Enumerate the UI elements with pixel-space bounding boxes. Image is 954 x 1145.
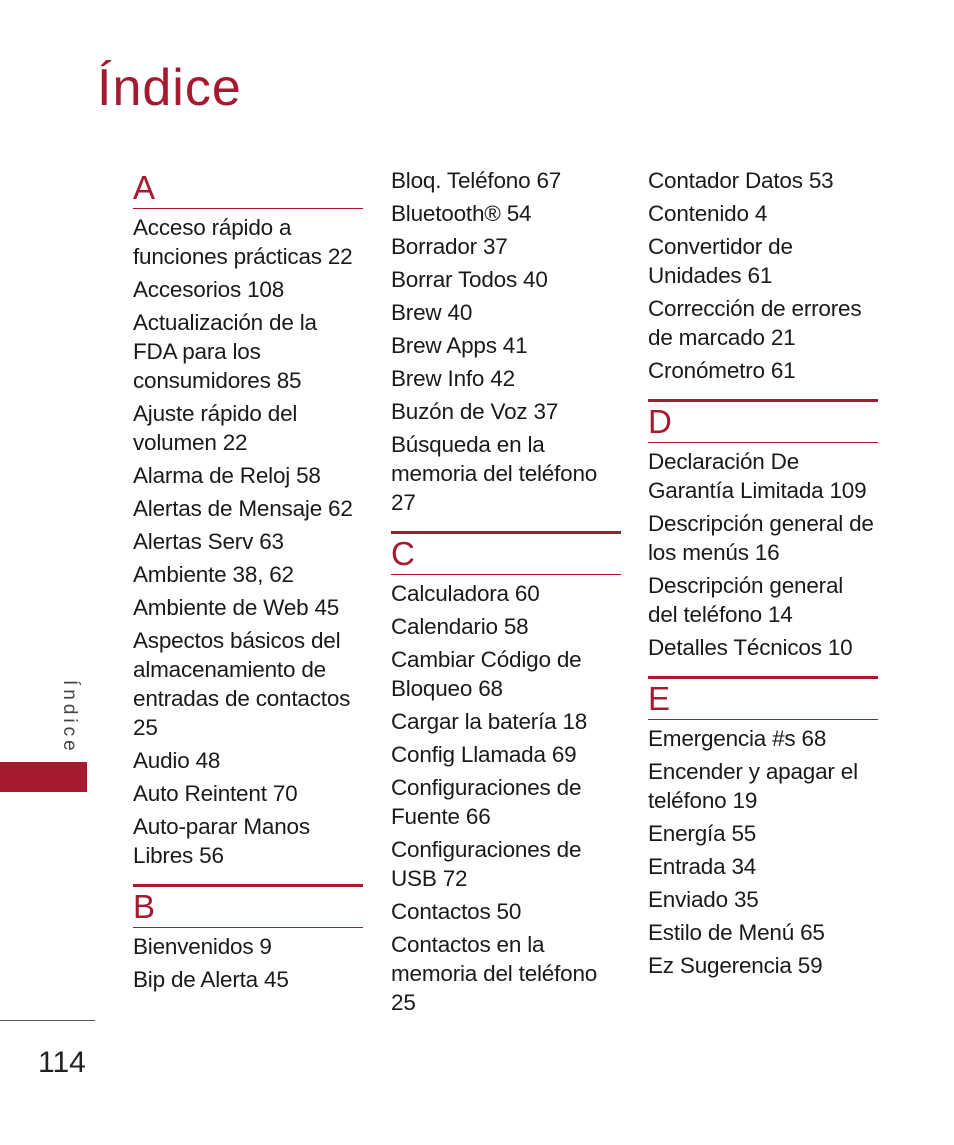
index-entry-list bbox=[648, 166, 878, 385]
page-number: 114 bbox=[38, 1046, 86, 1079]
section-letter: A bbox=[133, 168, 363, 209]
index-entry: Borrar Todos 40 bbox=[391, 267, 548, 292]
index-entry: Enviado 35 bbox=[648, 887, 759, 912]
index-column-1 bbox=[133, 168, 363, 994]
index-entry: Cambiar Código de Bloqueo 68 bbox=[391, 647, 582, 701]
index-entry-list bbox=[648, 447, 878, 662]
index-entry: Bip de Alerta 45 bbox=[133, 967, 289, 992]
section-letter: E bbox=[648, 679, 878, 720]
index-entry: Acceso rápido a funciones prácticas 22 bbox=[133, 215, 353, 269]
index-entry: Aspectos básicos del almacenamiento de entradas de contactos 25 bbox=[133, 628, 351, 740]
index-section bbox=[133, 168, 363, 870]
index-entry: Calculadora 60 bbox=[391, 581, 540, 606]
page-title: Índice bbox=[97, 59, 242, 117]
index-entry: Contenido 4 bbox=[648, 201, 768, 226]
index-entry: Audio 48 bbox=[133, 748, 221, 773]
index-entry: Alertas Serv 63 bbox=[133, 529, 284, 554]
index-entry-list bbox=[133, 213, 363, 870]
index-entry: Emergencia #s 68 bbox=[648, 726, 827, 751]
index-entry: Bienvenidos 9 bbox=[133, 934, 272, 959]
index-entry: Brew 40 bbox=[391, 300, 473, 325]
index-entry: Borrador 37 bbox=[391, 234, 508, 259]
index-entry: Entrada 34 bbox=[648, 854, 757, 879]
index-entry: Corrección de errores de marcado 21 bbox=[648, 296, 862, 350]
index-entry: Brew Info 42 bbox=[391, 366, 515, 391]
index-entry: Contactos 50 bbox=[391, 899, 522, 924]
index-entry: Ajuste rápido del volumen 22 bbox=[133, 401, 298, 455]
side-section-label: Índice bbox=[59, 680, 80, 755]
index-entry-list bbox=[648, 724, 878, 980]
index-entry: Brew Apps 41 bbox=[391, 333, 528, 358]
index-entry: Configuraciones de USB 72 bbox=[391, 837, 582, 891]
index-entry: Detalles Técnicos 10 bbox=[648, 635, 853, 660]
index-section bbox=[648, 166, 878, 385]
index-entry: Ez Sugerencia 59 bbox=[648, 953, 823, 978]
index-section bbox=[648, 676, 878, 980]
index-entry: Búsqueda en la memoria del teléfono 27 bbox=[391, 432, 598, 515]
index-entry: Cargar la batería 18 bbox=[391, 709, 588, 734]
index-entry: Alarma de Reloj 58 bbox=[133, 463, 321, 488]
index-column-3 bbox=[648, 166, 878, 980]
index-section bbox=[391, 166, 621, 517]
index-entry: Configuraciones de Fuente 66 bbox=[391, 775, 582, 829]
index-entry-list bbox=[133, 932, 363, 994]
index-entry: Cronómetro 61 bbox=[648, 358, 796, 383]
side-tab-marker bbox=[0, 762, 87, 792]
index-entry: Buzón de Voz 37 bbox=[391, 399, 559, 424]
index-section bbox=[391, 531, 621, 1017]
index-entry: Bloq. Teléfono 67 bbox=[391, 168, 562, 193]
index-entry: Energía 55 bbox=[648, 821, 757, 846]
index-entry: Estilo de Menú 65 bbox=[648, 920, 825, 945]
index-entry-list bbox=[391, 579, 621, 1017]
index-entry: Alertas de Mensaje 62 bbox=[133, 496, 353, 521]
index-entry: Declaración De Garantía Limitada 109 bbox=[648, 449, 867, 503]
index-entry: Contador Datos 53 bbox=[648, 168, 834, 193]
index-entry: Convertidor de Unidades 61 bbox=[648, 234, 793, 288]
index-entry: Accesorios 108 bbox=[133, 277, 285, 302]
section-letter: B bbox=[133, 887, 363, 928]
index-entry: Encender y apagar el teléfono 19 bbox=[648, 759, 858, 813]
index-section bbox=[648, 399, 878, 662]
index-entry: Auto-parar Manos Libres 56 bbox=[133, 814, 310, 868]
index-entry: Descripción general del teléfono 14 bbox=[648, 573, 844, 627]
index-entry: Calendario 58 bbox=[391, 614, 529, 639]
index-entry: Config Llamada 69 bbox=[391, 742, 577, 767]
index-entry: Descripción general de los menús 16 bbox=[648, 511, 874, 565]
footer-divider bbox=[0, 1020, 95, 1021]
index-entry: Ambiente de Web 45 bbox=[133, 595, 340, 620]
index-entry: Bluetooth® 54 bbox=[391, 201, 532, 226]
section-letter: C bbox=[391, 534, 621, 575]
index-column-2 bbox=[391, 166, 621, 1017]
index-section bbox=[133, 884, 363, 994]
index-entry: Actualización de la FDA para los consumidores 85 bbox=[133, 310, 317, 393]
index-entry-list bbox=[391, 166, 621, 517]
index-entry: Auto Reintent 70 bbox=[133, 781, 298, 806]
index-entry: Contactos en la memoria del teléfono 25 bbox=[391, 932, 598, 1015]
section-letter: D bbox=[648, 402, 878, 443]
index-entry: Ambiente 38, 62 bbox=[133, 562, 294, 587]
